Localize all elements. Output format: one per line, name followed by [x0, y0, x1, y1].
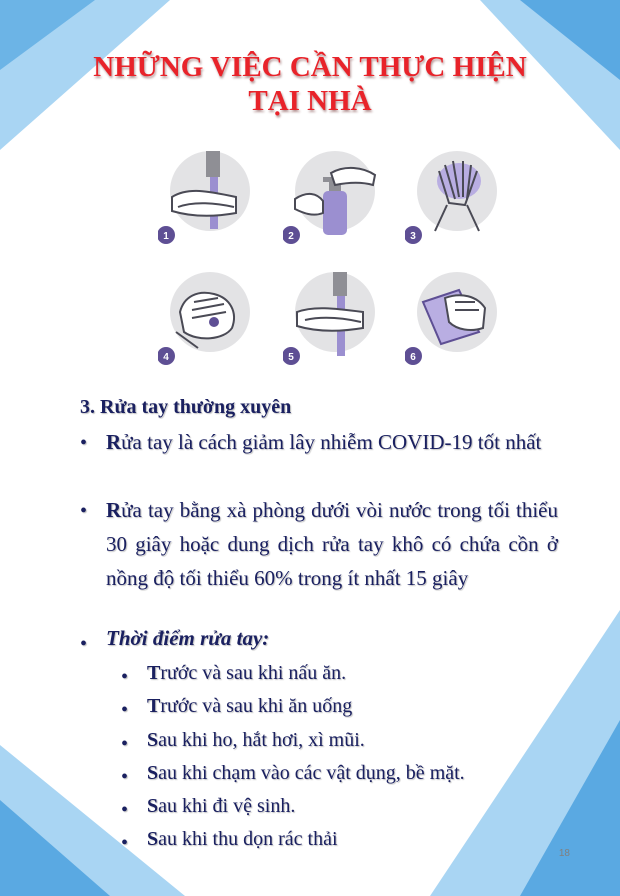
- page-title-line-2: TẠI NHÀ: [248, 85, 372, 117]
- step-number: 4: [163, 352, 169, 363]
- bullet-icon: •: [121, 733, 129, 755]
- bullet-icon: •: [80, 432, 88, 454]
- bullet-text-2: Rửa tay bằng xà phòng dưới vòi nước trong tối thiểu 30 giây hoặc dung dịch rửa tay khô có chứa cồn ở nồng độ tối thiểu 60% trong ít nhất 15 giây: [106, 498, 558, 590]
- bullet-icon: •: [121, 699, 129, 721]
- bullet-icon: •: [80, 633, 88, 655]
- step-number: 5: [288, 352, 294, 363]
- step-number: 1: [163, 231, 169, 242]
- step-number: 6: [410, 352, 416, 363]
- bullet-icon: •: [80, 500, 88, 522]
- page-number: 18: [558, 848, 570, 859]
- section-heading: 3. Rửa tay thường xuyên: [80, 396, 292, 418]
- step-number: 2: [288, 231, 294, 242]
- time-item-4: Sau khi chạm vào các vật dụng, bề mặt.: [147, 762, 465, 784]
- bullet-icon: •: [121, 666, 129, 688]
- time-item-2: Trước và sau khi ăn uống: [147, 695, 353, 717]
- time-item-3: Sau khi ho, hắt hơi, xì mũi.: [147, 729, 365, 751]
- time-item-1: Trước và sau khi nấu ăn.: [147, 662, 347, 684]
- time-item-6: Sau khi thu dọn rác thải: [147, 828, 338, 850]
- bullet-icon: •: [121, 832, 129, 854]
- bullet-icon: •: [121, 766, 129, 788]
- times-heading: Thời điểm rửa tay:: [106, 626, 270, 650]
- step-number: 3: [410, 231, 416, 242]
- page-title-line-1: NHỮNG VIỆC CẦN THỰC HIỆN: [93, 51, 527, 83]
- bullet-icon: •: [121, 799, 129, 821]
- bullet-text-1: Rửa tay là cách giảm lây nhiễm COVID-19 tốt nhất: [106, 430, 542, 454]
- time-item-5: Sau khi đi vệ sinh.: [147, 795, 296, 817]
